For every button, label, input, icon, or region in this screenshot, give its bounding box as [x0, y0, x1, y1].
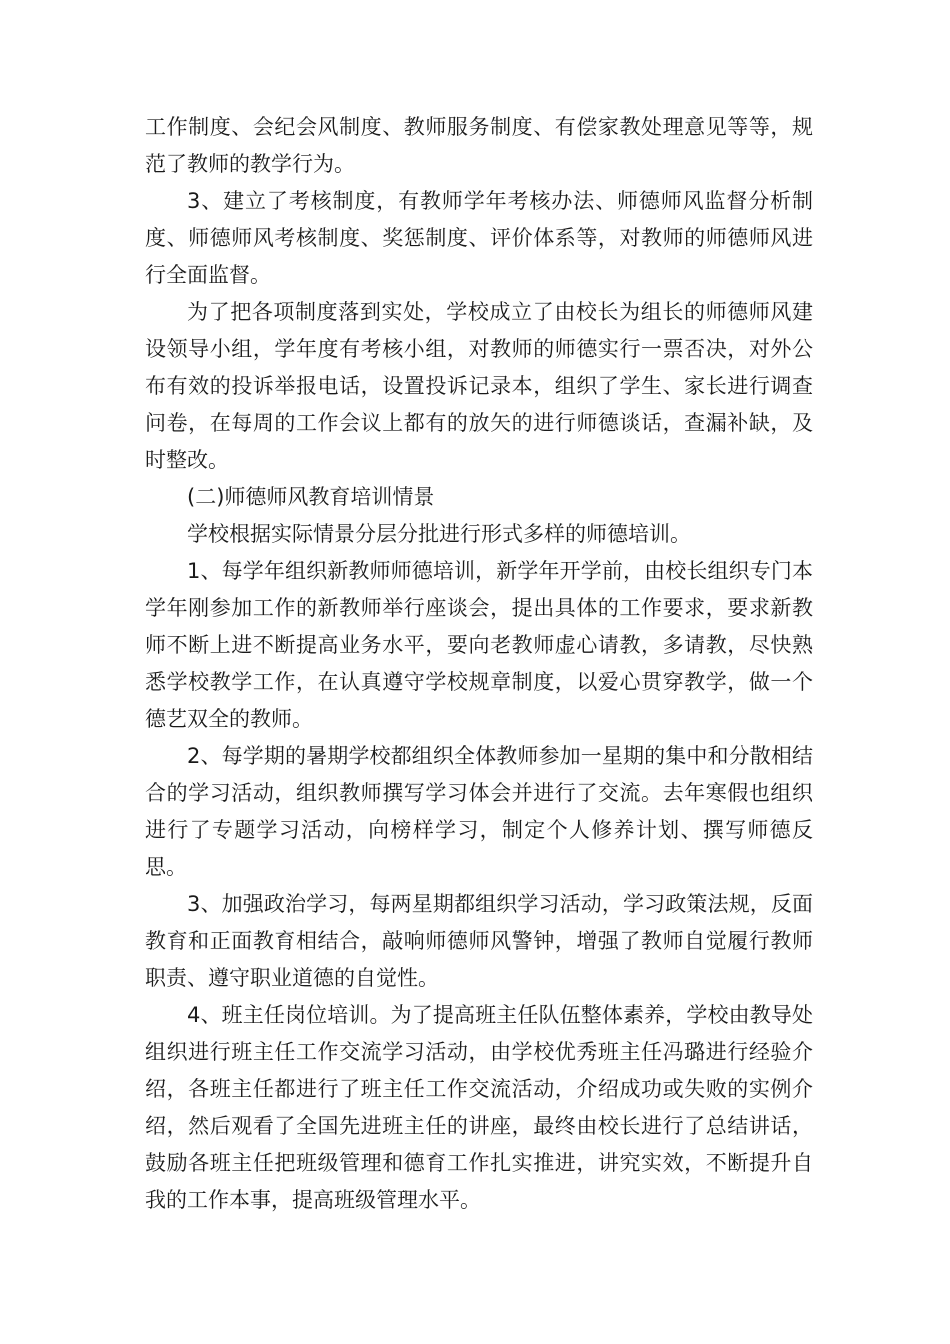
body-text	[145, 109, 813, 1219]
paragraph-assessment-system: 3、建立了考核制度，有教师学年考核办法、师德师风监督分析制度、师德师风考核制度、奖惩制度、评价体系等，对教师的师德师风进行全面监督。	[145, 189, 813, 287]
section-heading-training: (二)师德师风教育培训情景	[187, 485, 435, 509]
paragraph-implementation: 为了把各项制度落到实处，学校成立了由校长为组长的师德师风建设领导小组，学年度有考核小组，对教师的师德实行一票否决，对外公布有效的投诉举报电话，设置投诉记录本，组织了学生、家长进行调查问卷，在每周的工作会议上都有的放矢的进行师德谈话，查漏补缺，及时整改。	[145, 300, 813, 472]
paragraph-new-teacher-training: 1、每学年组织新教师师德培训，新学年开学前，由校长组织专门本学年刚参加工作的新教师举行座谈会，提出具体的工作要求，要求新教师不断上进不断提高业务水平，要向老教师虚心请教，多请教，尽快熟悉学校教学工作，在认真遵守学校规章制度，以爱心贯穿教学，做一个德艺双全的教师。	[145, 559, 813, 731]
paragraph-training-intro: 学校根据实际情景分层分批进行形式多样的师德培训。	[187, 522, 691, 546]
paragraph-continuation: 工作制度、会纪会风制度、教师服务制度、有偿家教处理意见等等，规范了教师的教学行为。	[145, 115, 813, 176]
paragraph-political-study: 3、加强政治学习，每两星期都组织学习活动，学习政策法规，反面教育和正面教育相结合，敲响师德师风警钟，增强了教师自觉履行教师职责、遵守职业道德的自觉性。	[145, 892, 813, 990]
paragraph-summer-study: 2、每学期的暑期学校都组织全体教师参加一星期的集中和分散相结合的学习活动，组织教师撰写学习体会并进行了交流。去年寒假也组织进行了专题学习活动，向榜样学习，制定个人修养计划、撰写师德反思。	[145, 744, 813, 879]
paragraph-head-teacher-training: 4、班主任岗位培训。为了提高班主任队伍整体素养，学校由教导处组织进行班主任工作交流学习活动，由学校优秀班主任冯璐进行经验介绍，各班主任都进行了班主任工作交流活动，介绍成功或失败的实例介绍，然后观看了全国先进班主任的讲座，最终由校长进行了总结讲话，鼓励各班主任把班级管理和德育工作扎实推进，讲究实效，不断提升自我的工作本事，提高班级管理水平。	[145, 1003, 813, 1212]
